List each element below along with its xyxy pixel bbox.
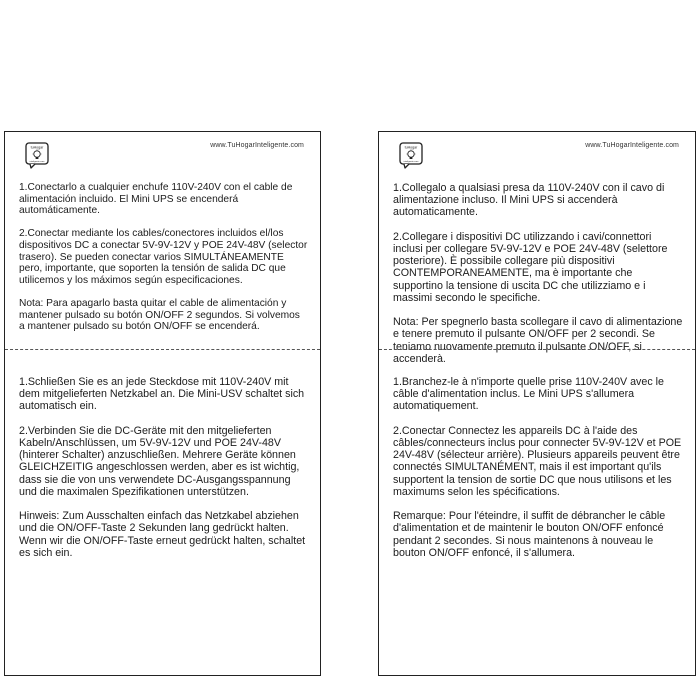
spanish-step-1: 1.Conectarlo a cualquier enchufe 110V-240V con el cable de alimentación incluido. El Mini UPS se encenderá automáticamente. [19, 182, 293, 217]
german-step-2: 2.Verbinden Sie die DC-Geräte mit den mitgelieferten Kabeln/Anschlüssen, um 5V-9V-12V und POE 24V-48V (hinterer Schalter) anzuschließen. Mehrere Geräte können GLEICHZEITIG angeschlossen werden, aber es ist wichtig, dass sie die von uns verwendete DC-Ausgangsspannung und die maximalen Spezifikationen unterstützen. [19, 424, 300, 498]
cut-line-divider [379, 349, 695, 350]
french-step-1: 1.Branchez-le à n'importe quelle prise 110V-240V avec le câble d'alimentation inclus. Le Mini UPS s'allumera automatiquement. [393, 376, 664, 413]
italian-instructions [393, 182, 683, 377]
logo-brand: tuHogar [404, 145, 418, 150]
german-note: Hinweis: Zum Ausschalten einfach das Netzkabel abziehen und die ON/OFF-Taste 2 Sekunden lang gedrückt halten. Wenn wir die ON/OFF-Taste erneut gedrückt halten, schaltet es sich ein. [19, 510, 306, 559]
italian-step-1: 1.Collegalo a qualsiasi presa da 110V-240V con il cavo di alimentazione incluso. Il Mini UPS si accenderà automaticamente. [393, 182, 665, 219]
tuhogar-logo [399, 142, 423, 169]
german-step-1: 1.Schließen Sie es an jede Steckdose mit 110V-240V mit dem mitgelieferten Netzkabel an. Die Mini-USV schaltet sich automatisch ein. [19, 376, 305, 413]
tuhogar-logo [25, 142, 49, 169]
italian-step-2: 2.Collegare i dispositivi DC utilizzando i cavi/connettori inclusi per collegare 5V-9V-12V e POE 24V-48V (selettore posteriore). È possibile collegare più dispositivi CONTEMPORANEAMENTE, ma è importante che supportino la tensione di uscita DC che utilizziamo e i massimi secondo le specifiche. [393, 230, 668, 304]
instruction-card-left [4, 131, 321, 676]
french-note: Remarque: Pour l'éteindre, il suffit de débrancher le câble d'alimentation et de maintenir le bouton ON/OFF enfoncé pendant 2 secondes. Si nous maintenons à nouveau le bouton ON/OFF enfoncé, il s'allumera. [393, 510, 666, 559]
site-url: www.TuHogarInteligente.com [210, 142, 304, 149]
spanish-note: Nota: Para apagarlo basta quitar el cable de alimentación y mantener pulsado su botón ON/OFF 2 segundos. Si volvemos a mantener pulsado su botón ON/OFF se encenderá. [19, 297, 300, 333]
logo-tagline: inteligente.com [403, 161, 419, 163]
spanish-step-2: 2.Conectar mediante los cables/conectores incluidos el/los dispositivos DC a conectar 5V-9V-12V y POE 24V-48V (selector trasero). Se pueden conectar varios SIMULTÁNEAMENTE pero, importante, que soporten la tensión de salida DC que utilicemos y los máximos según especificaciones. [19, 228, 308, 286]
spanish-instructions [19, 182, 308, 344]
german-instructions [19, 376, 308, 571]
site-url: www.TuHogarInteligente.com [585, 142, 679, 149]
logo-tagline: inteligente.com [29, 161, 45, 163]
french-step-2: 2.Conectar Connectez les appareils DC à l'aide des câbles/connecteurs inclus pour connecter 5V-9V-12V et POE 24V-48V (sélecteur arrière). Plusieurs appareils peuvent être connectés SIMULTANÉMENT, mais il est important qu'ils supportent la tension de sortie DC que nous utilisons et les maximums selon les spécifications. [393, 424, 682, 498]
italian-note: Nota: Per spegnerlo basta scollegare il cavo di alimentazione e tenere premuto il pulsante ON/OFF per 2 secondi. Se teniamo nuovamente premuto il pulsante ON/OFF, si accenderà. [393, 316, 683, 365]
instruction-card-right [378, 131, 696, 676]
french-instructions [393, 376, 683, 571]
cut-line-divider [5, 349, 320, 350]
logo-brand: tuHogar [30, 145, 44, 150]
